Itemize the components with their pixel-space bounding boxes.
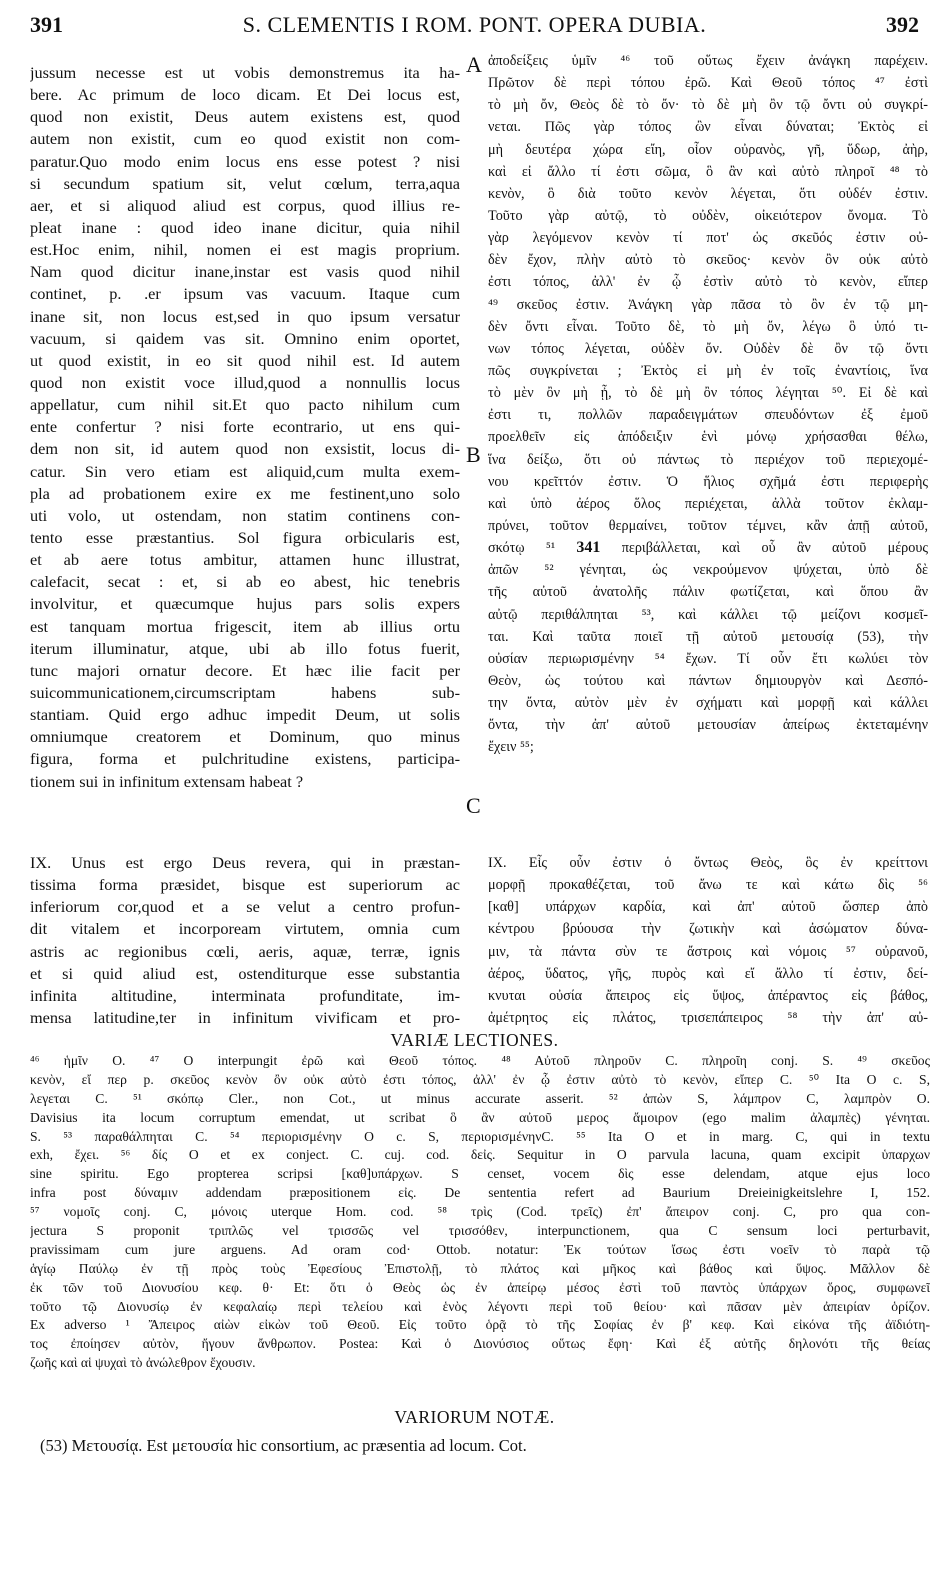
greek-text-line: καὶ εἰ ἄλλο τί ἐστι σῶμα, ὃ ἂν καὶ αὐτὸ πληροῖ ⁴⁸ τὸ bbox=[488, 163, 928, 180]
greek-text-line: αὐτῷ περιθάλπηται ⁵³, καὶ κάλλει τῷ μείζονι κοσμεῖ- bbox=[488, 606, 928, 623]
greek-text-line: τῆς αὐτοῦ ἀνατολῆς πάλιν φωτίζεται, καὶ ὅπου ἂν bbox=[488, 584, 928, 601]
greek-text-line: ται. Καὶ ταῦτα ποιεῖ τῇ αὐτοῦ μετουσίᾳ (53), τὴν bbox=[488, 628, 928, 645]
greek-text-line: σκότῳ ⁵¹ 341 περιβάλλεται, καὶ οὗ ἂν αὐτοῦ μέρους bbox=[488, 539, 928, 557]
variant-note-line: jectura S proponit τριπλῶς vel τρισσῶς vel τρισσόθεν, interpunctionem, qua C sensum loci perturbavit, bbox=[30, 1223, 930, 1239]
latin-text-line: tissima forma præsidet, bisque est superiorum ac bbox=[30, 875, 460, 895]
greek-text-line: κνυται οὐσία ἄπειρος εἰς ὕψος, ἀπέραντος εἰς βάθος, bbox=[488, 987, 928, 1004]
greek-text-line: ἀπῶν ⁵² γένηται, ὡς νεκρούμενον ψύχεται, ὑπὸ δὲ bbox=[488, 562, 928, 579]
greek-text-line: IX. Εἷς οὖν ἐστιν ὁ ὄντως Θεὸς, ὃς ἐν κρείττονι bbox=[488, 855, 928, 871]
latin-text-line: figura, forma et pulchritudine existens, participa- bbox=[30, 749, 460, 769]
greek-text-line: μορφῇ προκαθέζεται, τοῦ ἄνω τε καὶ κάτω δὶς ⁵⁶ bbox=[488, 877, 928, 894]
variant-note-line: exh, ἔχει. ⁵⁶ δίς O et ex conject. C. cuj. cod. δεἰς. Sequitur in O parvula lacuna, quam excipit ὑπαρχων bbox=[30, 1147, 930, 1163]
greek-text-line: ἀποδείξεις ὑμῖν ⁴⁶ τοῦ οὕτως ἔχειν ἀνάγκη παρέχειν. bbox=[488, 53, 928, 69]
latin-text-line: infinita altitudine, interminata profunditate, im- bbox=[30, 985, 460, 1005]
latin-text-line: quod non existit, Deus autem existens est, quod bbox=[30, 107, 460, 127]
greek-text-line: την ὄντα, αὐτὸν μὲν ἐν σχήματι καὶ μορφῇ καὶ κάλλει bbox=[488, 695, 928, 712]
variant-note-line: pravissimam cum jure arguens. Ad oram cod· Ottob. notatur: Ἐκ τούτων ἴσως ἐστι νοεῖν τὸ παρὰ τῷ bbox=[30, 1241, 930, 1257]
greek-text-line: νου κρεῖττόν ἐστιν. Ὁ ἥλιος σχῆμά ἐστι περιφερὴς bbox=[488, 473, 928, 490]
latin-text-line: pla ad probationem exire ex me festinent,uno solo bbox=[30, 483, 460, 503]
latin-text-line: paratur.Quo modo enim locus ens esse potest ? nisi bbox=[30, 151, 460, 171]
latin-text-line: involvitur, et quæcumque hujus pars solis expers bbox=[30, 594, 460, 614]
latin-text-line: si secundum spatium sit, velut cœlum, terra,aqua bbox=[30, 173, 460, 193]
greek-text-line: ἀμέτρητος εἰς πλάτος, τρισεπάπειρος ⁵⁸ τὴν ἀπ' αὐ- bbox=[488, 1009, 928, 1026]
greek-text-line: πῶς συγκρίνεται ; Ἐκτὸς εἰ μὴ ἐν τοῖς ἐναντίοις, ἵνα bbox=[488, 362, 928, 379]
greek-text-line: ἵνα δείξω, ὅτι οὐ πάντως τὸ περιέχον τοῦ περιεχομέ- bbox=[488, 451, 928, 468]
variant-note-line: S. ⁵³ παραθάλπηται C. ⁵⁴ περιορισμένην O c. S, περιορισμένηνC. ⁵⁵ Ita O et in marg. C, qui in textu bbox=[30, 1128, 930, 1144]
greek-text-line: δὲν ὄντι εἶναι. Τοῦτο δὲ, τὸ μὴ ὄν, λέγω ὃ ὑπό τι- bbox=[488, 318, 928, 335]
greek-text-line: πρύνει, τοῦτον θερμαίνει, τοῦτον τέμνει, κἂν ἀπῇ αὐτοῦ, bbox=[488, 517, 928, 534]
latin-text-line: omniumque creatorem et Dominum, quo minus bbox=[30, 727, 460, 747]
variant-note-line: κενὸν, εἴ περ p. σκεῦος κενὸν ὂν οὐκ αὐτὸ ἐστι τόπος, ἀλλ' ἐν ᾧ ἐστιν αὐτὸ τὸ κενὸν, εἴπερ C. ⁵⁰ Ita O c. S, bbox=[30, 1071, 930, 1087]
latin-text-line: catur. Sin vero etiam est aliquid,cum multa exem- bbox=[30, 461, 460, 481]
latin-text-line: astris ac regionibus cœli, aeris, aquæ, terræ, ignis bbox=[30, 941, 460, 961]
latin-text-line: mensa latitudine,ter in infinitum vivificam et pro- bbox=[30, 1007, 460, 1027]
variae-lectiones-notes bbox=[30, 1052, 930, 1373]
latin-text-line: inane sit, non locus est,sed in quo ipsum versatur bbox=[30, 306, 460, 326]
latin-text-line: uti volo, ut ostendam, non statim continens con- bbox=[30, 505, 460, 525]
page-number-right: 392 bbox=[886, 12, 919, 37]
greek-text-line: κέντρου βρύουσα τὴν ζωτικὴν καὶ ἀσώματον δύνα- bbox=[488, 921, 928, 938]
latin-text-line: jussum necesse est ut vobis demonstremus ita ha- bbox=[30, 63, 460, 82]
greek-text-line: μιν, τὰ πάντα σὺν τε ἄστροις καὶ νόμοις ⁵⁷ οὐρανοῦ, bbox=[488, 943, 928, 960]
page-number-left: 391 bbox=[30, 12, 63, 37]
latin-text-line: quod non existit voce illud,quod a nonnullis locus bbox=[30, 372, 460, 392]
latin-text-line: appellatur, cum nihil sit.Et quo pacto nihilum cum bbox=[30, 395, 460, 415]
latin-text-line: autem non existit, cum eo quod existit non com- bbox=[30, 129, 460, 149]
latin-text-line: bere. Ac primum de loco dicam. Et Dei locus est, bbox=[30, 85, 460, 105]
greek-text-line: καὶ ὑπὸ ἀέρος ὅλος περιέχεται, ἀλλὰ τοῦτον ἐκλαμ- bbox=[488, 495, 928, 512]
latin-text-line: suicommunicationem,circumscriptam habens sub- bbox=[30, 682, 460, 702]
variant-note-line: ἐκ τῶν τοῦ Διονυσίου κεφ. θ· Et: ὅτι ὁ Θεὸς ὡς ἐν ἀπείρῳ μέσος ἐστὶ τοῦ παντὸς ὑπάρχων ὅρος, συμφωνεῖ bbox=[30, 1279, 930, 1295]
latin-text-line: et ab aere totus ambitur, attamen hunc illustrat, bbox=[30, 550, 460, 570]
latin-text-line: dem non sit, id autem quod non exsistit, locus di- bbox=[30, 439, 460, 459]
greek-column-bottom bbox=[488, 852, 928, 1029]
margin-letter-b: B bbox=[466, 442, 481, 467]
greek-text-line: γὰρ λεγόμενον κενὸν τί ποτ' ὡς σκεῦός ἐστιν οὐ- bbox=[488, 230, 928, 247]
variorum-notae-title: VARIORUM NOTÆ. bbox=[394, 1407, 555, 1427]
variant-note-line: sine spiritu. Ego propterea scripsi [καθ]υπάρχων. S censet, vocem δὶς esse delendam, atque ejus loco bbox=[30, 1166, 930, 1182]
greek-text-line: ἀέρος, ὕδατος, γῆς, πυρὸς καὶ εἴ ἄλλο τί ἐστιν, δεί- bbox=[488, 965, 928, 982]
greek-text-line: ὄντα, τὴν ἀπ' αὐτοῦ μετουσίαν ἀπείρως ἐκτεταμένην bbox=[488, 717, 928, 734]
greek-text-line: προελθεῖν εἰς ἀπόδειξιν ἑνὶ μόνῳ χρήσασθαι θέλω, bbox=[488, 429, 928, 446]
latin-text-line: stantiam. Quid ergo adhuc impedit Deum, ut solis bbox=[30, 705, 460, 725]
latin-text-line: tento esse præstantius. Sol figura orbicularis est, bbox=[30, 527, 460, 547]
variant-note-line: ζωῆς καὶ αἱ ψυχαὶ τὸ ἀνώλεθρον ἔχουσιν. bbox=[30, 1355, 256, 1371]
variant-note-line: Davisius ita locum corruptum emendat, ut scribat ὃ ἂν αὐτοῦ μερος ἄμοιρον (ego malim ἀλαμπὲς) γένηται. bbox=[30, 1109, 930, 1125]
latin-text-line: continet, p. .er ipsum vas vacuum. Itaque cum bbox=[30, 284, 460, 304]
variae-lectiones-title: VARIÆ LECTIONES. bbox=[390, 1030, 559, 1050]
running-title: S. CLEMENTIS I ROM. PONT. OPERA DUBIA. bbox=[242, 12, 707, 37]
latin-text-line: est.Hoc enim, nihil, nomen ei est magis proprium. bbox=[30, 240, 460, 260]
margin-letter-a: A bbox=[466, 52, 482, 77]
greek-text-line: κενὸν, ὃ διὰ τοῦτο κενὸν λέγεται, ὅτι οὐδέν ἐστιν. bbox=[488, 185, 928, 202]
variant-note-line: Ex adverso ¹ Ἄπειρος αἰὼν εἰκὼν τοῦ Θεοῦ. Εἰς τοῦτο ὁρᾷ τὸ τῆς Σοφίας ἐν β' κεφ. Καὶ εἰκόνα τῆς ἀϊδιότη- bbox=[30, 1317, 930, 1333]
greek-column-top bbox=[488, 50, 928, 759]
latin-text-line: tionem sui in infinitum extensam habeat ? bbox=[30, 771, 304, 791]
latin-column-top bbox=[30, 62, 460, 793]
greek-text-line: ⁴⁹ σκεῦος ἐστιν. Ἀνάγκη γὰρ πᾶσα τὸ ὂν ἐν τῷ μη- bbox=[488, 296, 928, 313]
latin-text-line: dit vitalem et incorpoream virtutem, omnia cum bbox=[30, 919, 460, 939]
greek-text-line: νεται. Πῶς γὰρ τόπος ὢν εἶναι δύναται; Ἐκτὸς εἰ bbox=[488, 119, 928, 136]
margin-letter-c: C bbox=[466, 793, 481, 818]
variant-note-line: τοῦτο τῷ Διονυσίῳ ἐν κεφαλαίῳ περὶ τελείου καὶ ἑνὸς λέγοντι περὶ τοῦ θείου· καὶ πᾶσαν μὲν ἀπειρίαν ὁρίζον. bbox=[30, 1298, 930, 1314]
variant-note-line: infra post δύναμιν addendam præpositionem εἰς. De sententia refert ad Baurium Dreieinigkeitslehre I, 152. bbox=[30, 1185, 930, 1201]
latin-text-line: Nam quod dicitur inane,instar est vasis quod nihil bbox=[30, 262, 460, 282]
greek-text-line: Πρῶτον δὲ περὶ τόπου ἐρῶ. Καὶ Θεοῦ τόπος ⁴⁷ ἐστὶ bbox=[488, 75, 928, 92]
variant-note-line: ⁵⁷ νομοῖς conj. C, μόνοις uterque Hom. cod. ⁵⁸ τρὶς (Cod. τρεῖς) ἐπ' ἄπειρον conj. C, pro qua con- bbox=[30, 1204, 930, 1220]
greek-text-line: νων τόπος λέγεται, οὐδὲν ὄν. Οὐδὲν δὲ ὂν τῷ ὄντι bbox=[488, 340, 928, 357]
latin-text-line: vacuum, si qaidem vas sit. Omnino enim oportet, bbox=[30, 328, 460, 348]
greek-text-line: ἐστι τι, πολλῶν παραδειγμάτων σπευδόντων ἐξ ἐμοῦ bbox=[488, 407, 928, 424]
greek-text-line: ἐστι τόπος, ἀλλ' ἐν ᾧ ἐστὶν αὐτὸ τὸ κενὸν, εἴπερ bbox=[488, 274, 928, 291]
page-header bbox=[30, 12, 919, 42]
greek-text-line: οὐσίαν περιωρισμένην ⁵⁴ ἔχων. Τί οὖν ἔτι κωλύει τὸν bbox=[488, 650, 928, 667]
variant-note-line: λεγεται C. ⁵¹ σκόπῳ Cler., non Cot., ut minus accurate asserit. ⁵² ἀπὼν S, λάμπρον C, λαμπρὸν O. bbox=[30, 1090, 930, 1106]
latin-text-line: tunc majori ornatur decore. Et hæc ilie facit per bbox=[30, 660, 460, 680]
latin-text-line: est tanquam mortua frigescit, item ab illius ortu bbox=[30, 616, 460, 636]
greek-text-line: ἔχειν ⁵⁵; bbox=[488, 739, 534, 756]
variant-note-line: ⁴⁶ ἡμῖν O. ⁴⁷ O interpungit ἐρῶ καὶ Θεοῦ τόπος. ⁴⁸ Αὐτοῦ πληροῦν C. πληροῖη conj. S. ⁴⁹ σκεῦος bbox=[30, 1053, 930, 1068]
latin-text-line: iterum illuminatur, atque, ubi ab illo fotus fuerit, bbox=[30, 638, 460, 658]
column-number-marker: 341 bbox=[576, 539, 601, 557]
greek-text-line: τὸ μὲν ὂν μὴ ᾖ, τὸ δὲ μὴ ὂν τόπος λέγηται ⁵⁰. Εἰ δὲ καὶ bbox=[488, 385, 928, 402]
latin-column-bottom bbox=[30, 852, 460, 1029]
greek-text-line: [καθ] υπάρχων καρδία, καὶ ἀπ' αὐτοῦ ὥσπερ ἀπὸ bbox=[488, 899, 928, 916]
greek-text-line: τὸ μὴ ὄν, Θεὸς δὲ τὸ ὄν· τὸ δὲ μὴ ὂν τῷ ὄντι οὐ συγκρί- bbox=[488, 97, 928, 114]
latin-text-line: ente confertur ? nisi forte econtrario, ut ens qui- bbox=[30, 417, 460, 437]
latin-text-line: inferiorum cor,quod et a se velut a centro profun- bbox=[30, 897, 460, 917]
variorum-note: (53) Μετουσίᾳ. Est μετουσία hic consortium, ac præsentia ad locum. Cot. bbox=[40, 1436, 527, 1455]
variant-note-line: ἁγίῳ Παύλῳ ἐν τῇ πρὸς τοὺς Ἐφεσίους Ἐπιστολῇ, τὸ πλάτος καὶ μῆκος καὶ βάθος καὶ ὕψος. Μᾶλλον δὲ bbox=[30, 1260, 930, 1276]
greek-text-line: δὲν ἔχον, πλὴν αὐτὸ τὸ σκεῦος· κενὸν ὂν οὐκ αὐτὸ bbox=[488, 252, 928, 269]
latin-text-line: calefacit, secat : et, si ab eo abest, hic tenebris bbox=[30, 572, 460, 592]
latin-text-line: aer, et si aliquod aliud est corpus, quod illius re- bbox=[30, 195, 460, 215]
latin-text-line: ut quod existit, in eo sit quod nihil est. Id autem bbox=[30, 350, 460, 370]
latin-text-line: et si quid aliud est, ostenditurque esse substantia bbox=[30, 963, 460, 983]
latin-text-line: IX. Unus est ergo Deus revera, qui in præstan- bbox=[30, 853, 460, 872]
greek-text-line: Θεὸν, ὡς τούτου καὶ πάντων δημιουργὸν καὶ Δεσπό- bbox=[488, 672, 928, 689]
variant-note-line: τος ἐποίησεν αὐτὸν, ἤγουν ἄνθρωπον. Postea: Καὶ ὁ Διονύσιος οὕτως ἔφη· Καὶ ἐξ αὐτῆς δηλονότι τῆς θείας bbox=[30, 1336, 930, 1352]
greek-text-line: μὴ δευτέρα χώρα εἴη, οἷον οὐρανὸς, γῆ, ὕδωρ, ἀὴρ, bbox=[488, 141, 928, 158]
latin-text-line: pleat inane : quod ideo inane dicitur, quia nihil bbox=[30, 217, 460, 237]
greek-text-line: Τοῦτο γὰρ αὐτῷ, τὸ οὐδὲν, οἰκειότερον ὄνομα. Τὸ bbox=[488, 207, 928, 224]
